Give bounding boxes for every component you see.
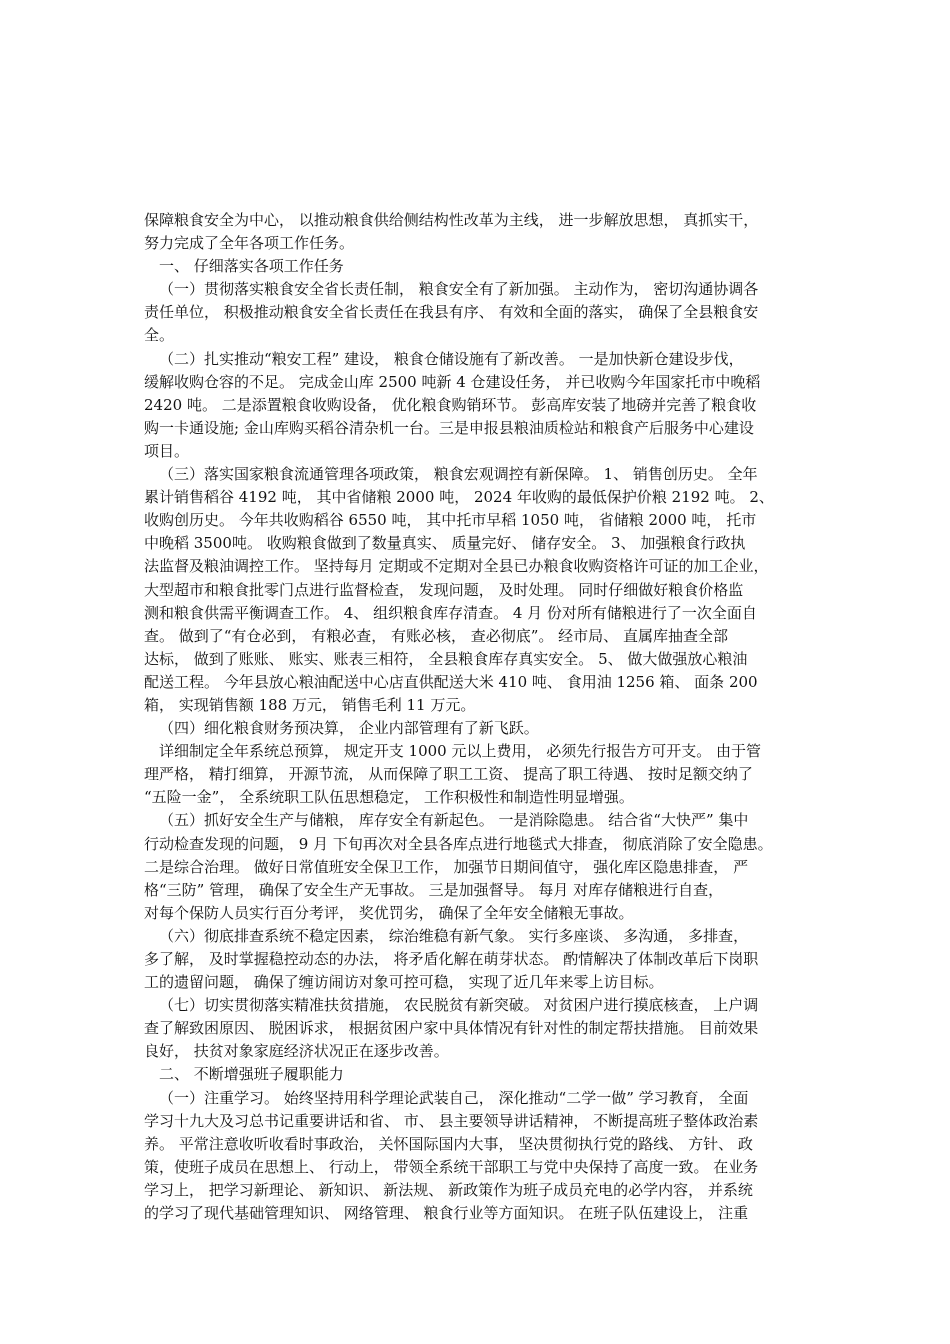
text-line: 理严格， 精打细算， 开源节流， 从而保障了职工工资、 提高了职工待遇、 按时足额交纳了 — [144, 765, 753, 784]
text-line: 收购创历史。 今年共收购稻谷 6550 吨， 其中托市早稻 1050 吨， 省储粮 2000 吨， 托市 — [144, 511, 757, 530]
text-line: （一）贯彻落实粮食安全省长责任制， 粮食安全有了新加强。 主动作为， 密切沟通协调各 — [159, 280, 759, 299]
text-line: 大型超市和粮食批零门点进行监督检查， 发现问题， 及时处理。 同时仔细做好粮食价格监 — [144, 580, 744, 599]
text-line: 购一卡通设施; 金山库购买稻谷清杂机一台。三是申报县粮油质检站和粮食产后服务中心建设 — [144, 418, 754, 437]
text-line: （四）细化粮食财务预决算， 企业内部管理有了新飞跃。 — [159, 719, 539, 738]
text-line: 箱， 实现销售额 188 万元， 销售毛利 11 万元。 — [144, 695, 476, 714]
text-line: 保障粮食安全为中心， 以推动粮食供给侧结构性改革为主线， 进一步解放思想， 真抓实干， — [144, 211, 759, 229]
text-line: 达标， 做到了账账、 账实、账表三相符， 全县粮食库存真实安全。 5、 做大做强放心粮油 — [144, 649, 748, 668]
text-line: 良好， 扶贫对象家庭经济状况正在逐步改善。 — [144, 1042, 449, 1061]
text-line: 二、 不断增强班子履职能力 — [159, 1065, 344, 1084]
text-line: 中晚稻 3500吨。 收购粮食做到了数量真实、 质量完好、 储存安全。 3、 加强粮食行政执 — [144, 534, 746, 553]
text-line: （二）扎实推动“粮安工程” 建设， 粮食仓储设施有了新改善。 一是加快新仓建设步伐， — [159, 349, 744, 368]
text-line: 对每个保防人员实行百分考评， 奖优罚劣， 确保了全年安全储粮无事故。 — [144, 903, 634, 922]
text-line: 工的遗留问题， 确保了缠访闹访对象可控可稳， 实现了近几年来零上访目标。 — [144, 973, 664, 992]
text-line: 全。 — [144, 326, 175, 345]
text-line: 多了解， 及时掌握稳控动态的办法， 将矛盾化解在萌芽状态。 酌情解决了体制改革后下岗职 — [144, 950, 759, 968]
text-line: “五险一金”， 全系统职工队伍思想稳定， 工作积极性和制造性明显增强。 — [144, 788, 634, 807]
text-line: 二是综合治理。 做好日常值班安全保卫工作， 加强节日期间值守， 强化库区隐患排查， 严 — [144, 857, 749, 876]
text-line: 项目。 — [144, 441, 190, 460]
text-line: （七）切实贯彻落实精准扶贫措施， 农民脱贫有新突破。 对贫困户进行摸底核查， 上户调 — [159, 996, 759, 1015]
text-line: 格“三防” 管理， 确保了安全生产无事故。 三是加强督导。 每月 对库存储粮进行自查， — [144, 880, 724, 899]
text-line: 配送工程。 今年县放心粮油配送中心店直供配送大米 410 吨、 食用油 1256 箱、 面条 200 — [144, 672, 758, 691]
text-line: 查。 做到了“有仓必到， 有粮必查， 有账必核， 查必彻底”。 经市局、 直属库抽查全部 — [144, 626, 728, 645]
text-line: 一、 仔细落实各项工作任务 — [159, 257, 344, 276]
text-line: 测和粮食供需平衡调查工作。 4、 组织粮食库存清查。 4 月 份对所有储粮进行了一次全面自 — [144, 603, 757, 622]
text-line: （一）注重学习。 始终坚持用科学理论武装自己， 深化推动“二学一做” 学习教育， 全面 — [159, 1088, 749, 1107]
text-line: 的学习了现代基础管理知识、 网络管理、 粮食行业等方面知识。 在班子队伍建设上， 注重 — [144, 1204, 749, 1223]
text-line: （五）抓好安全生产与储粮， 库存安全有新起色。 一是消除隐患。 结合省“大快严” 集中 — [159, 811, 749, 830]
text-line: 学习十九大及习总书记重要讲话和省、 市、 县主要领导讲话精神， 不断提高班子整体政治素 — [144, 1111, 759, 1130]
text-line: 查了解致困原因、 脱困诉求， 根据贫困户家中具体情况有针对性的制定帮扶措施。 目前效果 — [144, 1019, 759, 1038]
text-line: （六）彻底排查系统不稳定因素， 综治维稳有新气象。 实行多座谈、 多沟通， 多排查， — [159, 926, 749, 945]
text-line: 行动检查发现的问题， 9 月 下旬再次对全县各库点进行地毯式大排查， 彻底消除了安全隐患。 — [144, 834, 773, 853]
text-line: 累计销售稻谷 4192 吨， 其中省储粮 2000 吨， 2024 年收购的最低保护价粮 2192 吨。 2、 — [144, 488, 774, 507]
text-line: 策，使班子成员在思想上、 行动上， 带领全系统干部职工与党中央保持了高度一致。 在业务 — [144, 1157, 759, 1176]
text-line: 缓解收购仓容的不足。 完成金山库 2500 吨新 4 仓建设任务， 并已收购今年国家托市中晚稻 — [144, 372, 761, 391]
text-line: 法监督及粮油调控工作。 坚持每月 定期或不定期对全县已办粮食收购资格许可证的加工企业， — [144, 557, 769, 576]
text-line: 养。 平常注意收听收看时事政治， 关怀国际国内大事， 坚决贯彻执行党的路线、 方针、 政 — [144, 1134, 753, 1153]
text-line: 学习上， 把学习新理论、 新知识、 新法规、 新政策作为班子成员充电的必学内容， 并系统 — [144, 1180, 753, 1199]
text-line: 责任单位， 积极推动粮食安全省长责任在我县有序、 有效和全面的落实， 确保了全县粮食安 — [144, 303, 759, 322]
document-page — [144, 209, 804, 1225]
text-line: 努力完成了全年各项工作任务。 — [144, 234, 355, 253]
text-line: （三）落实国家粮食流通管理各项政策， 粮食宏观调控有新保障。 1、 销售创历史。 全年 — [159, 465, 758, 484]
text-line: 详细制定全年系统总预算， 规定开支 1000 元以上费用， 必须先行报告方可开支。 由于管 — [159, 742, 762, 761]
text-line: 2420 吨。 二是添置粮食收购设备， 优化粮食购销环节。 彭高库安装了地磅并完善了粮食收 — [144, 395, 757, 414]
